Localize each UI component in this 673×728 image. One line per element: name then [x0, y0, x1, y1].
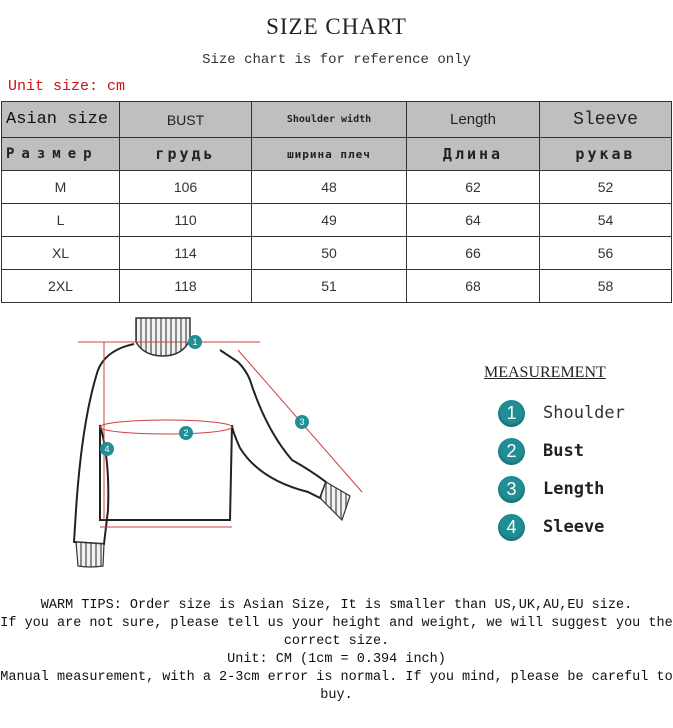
header-shoulder-width: Shoulder width [252, 102, 407, 138]
number-badge-icon: 2 [498, 438, 525, 465]
svg-text:4: 4 [104, 444, 110, 454]
number-badge-icon: 1 [498, 400, 525, 427]
table-cell: 58 [540, 270, 672, 303]
marker-3 [295, 415, 309, 429]
sweater-collar [136, 318, 190, 356]
measurement-item-bust [498, 436, 584, 466]
svg-text:1: 1 [192, 337, 198, 347]
measurement-label: Sleeve [543, 517, 605, 537]
table-cell: 110 [120, 204, 252, 237]
table-cell: 50 [252, 237, 407, 270]
table-cell: XL [2, 237, 120, 270]
header-ru-sleeve: рукав [540, 138, 672, 171]
table-cell: 118 [120, 270, 252, 303]
table-header-row [2, 102, 672, 138]
table-cell: 48 [252, 171, 407, 204]
table-cell: L [2, 204, 120, 237]
table-cell: 56 [540, 237, 672, 270]
header-sleeve: Sleeve [540, 102, 672, 138]
measurement-item-sleeve [498, 512, 604, 542]
marker-4 [100, 442, 114, 456]
table-cell: 2XL [2, 270, 120, 303]
tip-line: WARM TIPS: Order size is Asian Size, It is smaller than US,UK,AU,EU size. [40, 598, 633, 613]
svg-text:3: 3 [299, 417, 305, 427]
measurement-label: Bust [543, 441, 584, 461]
header-bust: BUST [120, 102, 252, 138]
tip-line: Unit: CM (1cm = 0.394 inch) [227, 652, 446, 667]
table-cell: M [2, 171, 120, 204]
table-cell: 106 [120, 171, 252, 204]
measurement-item-shoulder [498, 398, 625, 428]
measurement-label: Shoulder [543, 403, 625, 423]
measurement-item-length [498, 474, 604, 504]
measurement-label: Length [543, 479, 605, 499]
table-cell: 64 [407, 204, 540, 237]
header-asian-size: Asian size [2, 102, 120, 138]
table-cell: 49 [252, 204, 407, 237]
table-cell: 51 [252, 270, 407, 303]
sweater-cuff-right [320, 482, 350, 520]
subtitle: Size chart is for reference only [202, 52, 471, 68]
marker-1 [188, 335, 202, 349]
warm-tips [0, 597, 673, 705]
table-row [2, 171, 672, 204]
marker-2 [179, 426, 193, 440]
svg-text:2: 2 [183, 428, 189, 438]
number-badge-icon: 3 [498, 476, 525, 503]
sweater-diagram [70, 310, 380, 580]
tip-line: If you are not sure, please tell us your height and weight, we will suggest you the correct size. [0, 616, 673, 649]
number-badge-icon: 4 [498, 514, 525, 541]
unit-label: Unit size: cm [8, 78, 126, 95]
tip-line: Manual measurement, with a 2-3cm error is normal. If you mind, please be careful to buy. [0, 670, 673, 703]
measurement-title: MEASUREMENT [484, 364, 606, 381]
table-row [2, 204, 672, 237]
table-cell: 114 [120, 237, 252, 270]
header-length: Length [407, 102, 540, 138]
size-table [1, 101, 672, 303]
table-row [2, 270, 672, 303]
table-cell: 52 [540, 171, 672, 204]
page-title: SIZE CHART [266, 14, 407, 39]
table-row [2, 237, 672, 270]
measure-line-bust [100, 420, 232, 434]
table-cell: 68 [407, 270, 540, 303]
table-cell: 66 [407, 237, 540, 270]
table-cell: 54 [540, 204, 672, 237]
table-cell: 62 [407, 171, 540, 204]
header-ru-shoulder: ширина плеч [252, 138, 407, 171]
sweater-cuff-left [76, 542, 104, 567]
header-ru-size: Размер [2, 138, 120, 171]
header-ru-length: Длина [407, 138, 540, 171]
header-ru-bust: грудь [120, 138, 252, 171]
table-header-row-ru [2, 138, 672, 171]
